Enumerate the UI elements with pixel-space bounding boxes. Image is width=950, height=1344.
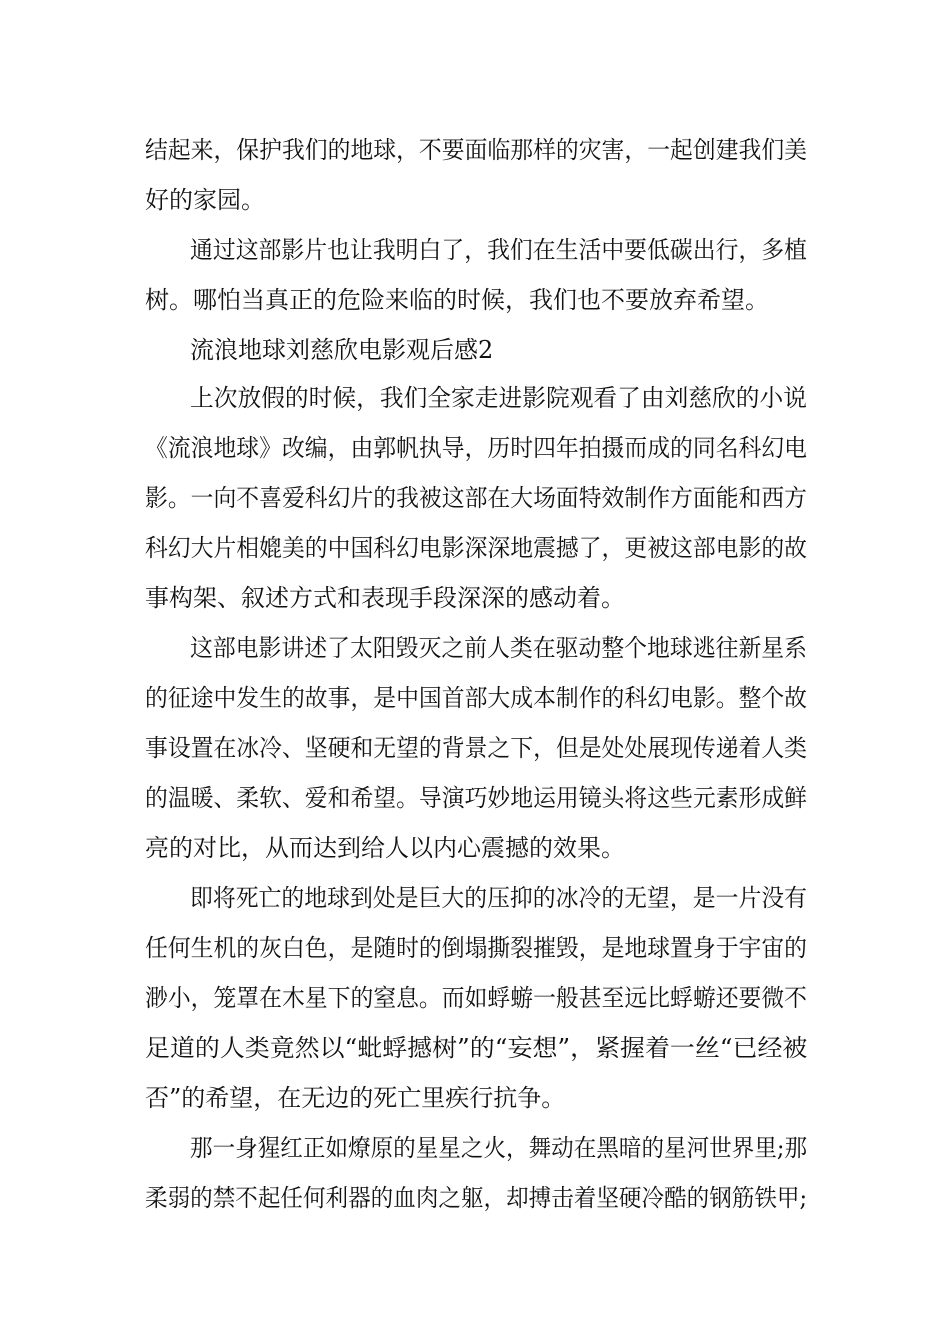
text-line: 科幻大片相媲美的中国科幻电影深深地震撼了，更被这部电影的故: [145, 534, 807, 562]
text-line: 树。哪怕当真正的危险来临的时候，我们也不要放弃希望。: [145, 286, 769, 314]
text-line: 结起来，保护我们的地球，不要面临那样的灾害，一起创建我们美: [145, 136, 807, 164]
text-line: 那一身猩红正如燎原的星星之火，舞动在黑暗的星河世界里;那: [190, 1134, 808, 1162]
text-line: 好的家园。: [145, 186, 265, 214]
text-line: 影。一向不喜爱科幻片的我被这部在大场面特效制作方面能和西方: [145, 484, 807, 512]
text-line: 的温暖、柔软、爱和希望。导演巧妙地运用镜头将这些元素形成鲜: [145, 784, 807, 812]
text-line: 亮的对比，从而达到给人以内心震撼的效果。: [145, 834, 625, 862]
section-heading: 流浪地球刘慈欣电影观后感2: [190, 336, 494, 364]
text-line: 这部电影讲述了太阳毁灭之前人类在驱动整个地球逃往新星系: [190, 634, 807, 662]
text-line: 柔弱的禁不起任何利器的血肉之躯，却搏击着坚硬冷酷的钢筋铁甲;: [145, 1184, 808, 1212]
text-line: 《流浪地球》改编，由郭帆执导，历时四年拍摄而成的同名科幻电: [145, 434, 807, 462]
text-line: 即将死亡的地球到处是巨大的压抑的冰冷的无望，是一片没有: [190, 884, 807, 912]
text-line: 的征途中发生的故事，是中国首部大成本制作的科幻电影。整个故: [145, 684, 807, 712]
text-line: 渺小，笼罩在木星下的窒息。而如蜉蝣一般甚至远比蜉蝣还要微不: [145, 984, 807, 1012]
text-line: 上次放假的时候，我们全家走进影院观看了由刘慈欣的小说: [190, 384, 807, 412]
text-line: 足道的人类竟然以“蚍蜉撼树”的“妄想”，紧握着一丝“已经被: [145, 1034, 808, 1062]
text-line: 否”的希望，在无边的死亡里疾行抗争。: [145, 1084, 566, 1112]
text-line: 事设置在冰冷、坚硬和无望的背景之下，但是处处展现传递着人类: [145, 734, 807, 762]
text-line: 事构架、叙述方式和表现手段深深的感动着。: [145, 584, 625, 612]
text-line: 通过这部影片也让我明白了，我们在生活中要低碳出行，多植: [190, 236, 807, 264]
text-line: 任何生机的灰白色，是随时的倒塌撕裂摧毁，是地球置身于宇宙的: [145, 934, 807, 962]
